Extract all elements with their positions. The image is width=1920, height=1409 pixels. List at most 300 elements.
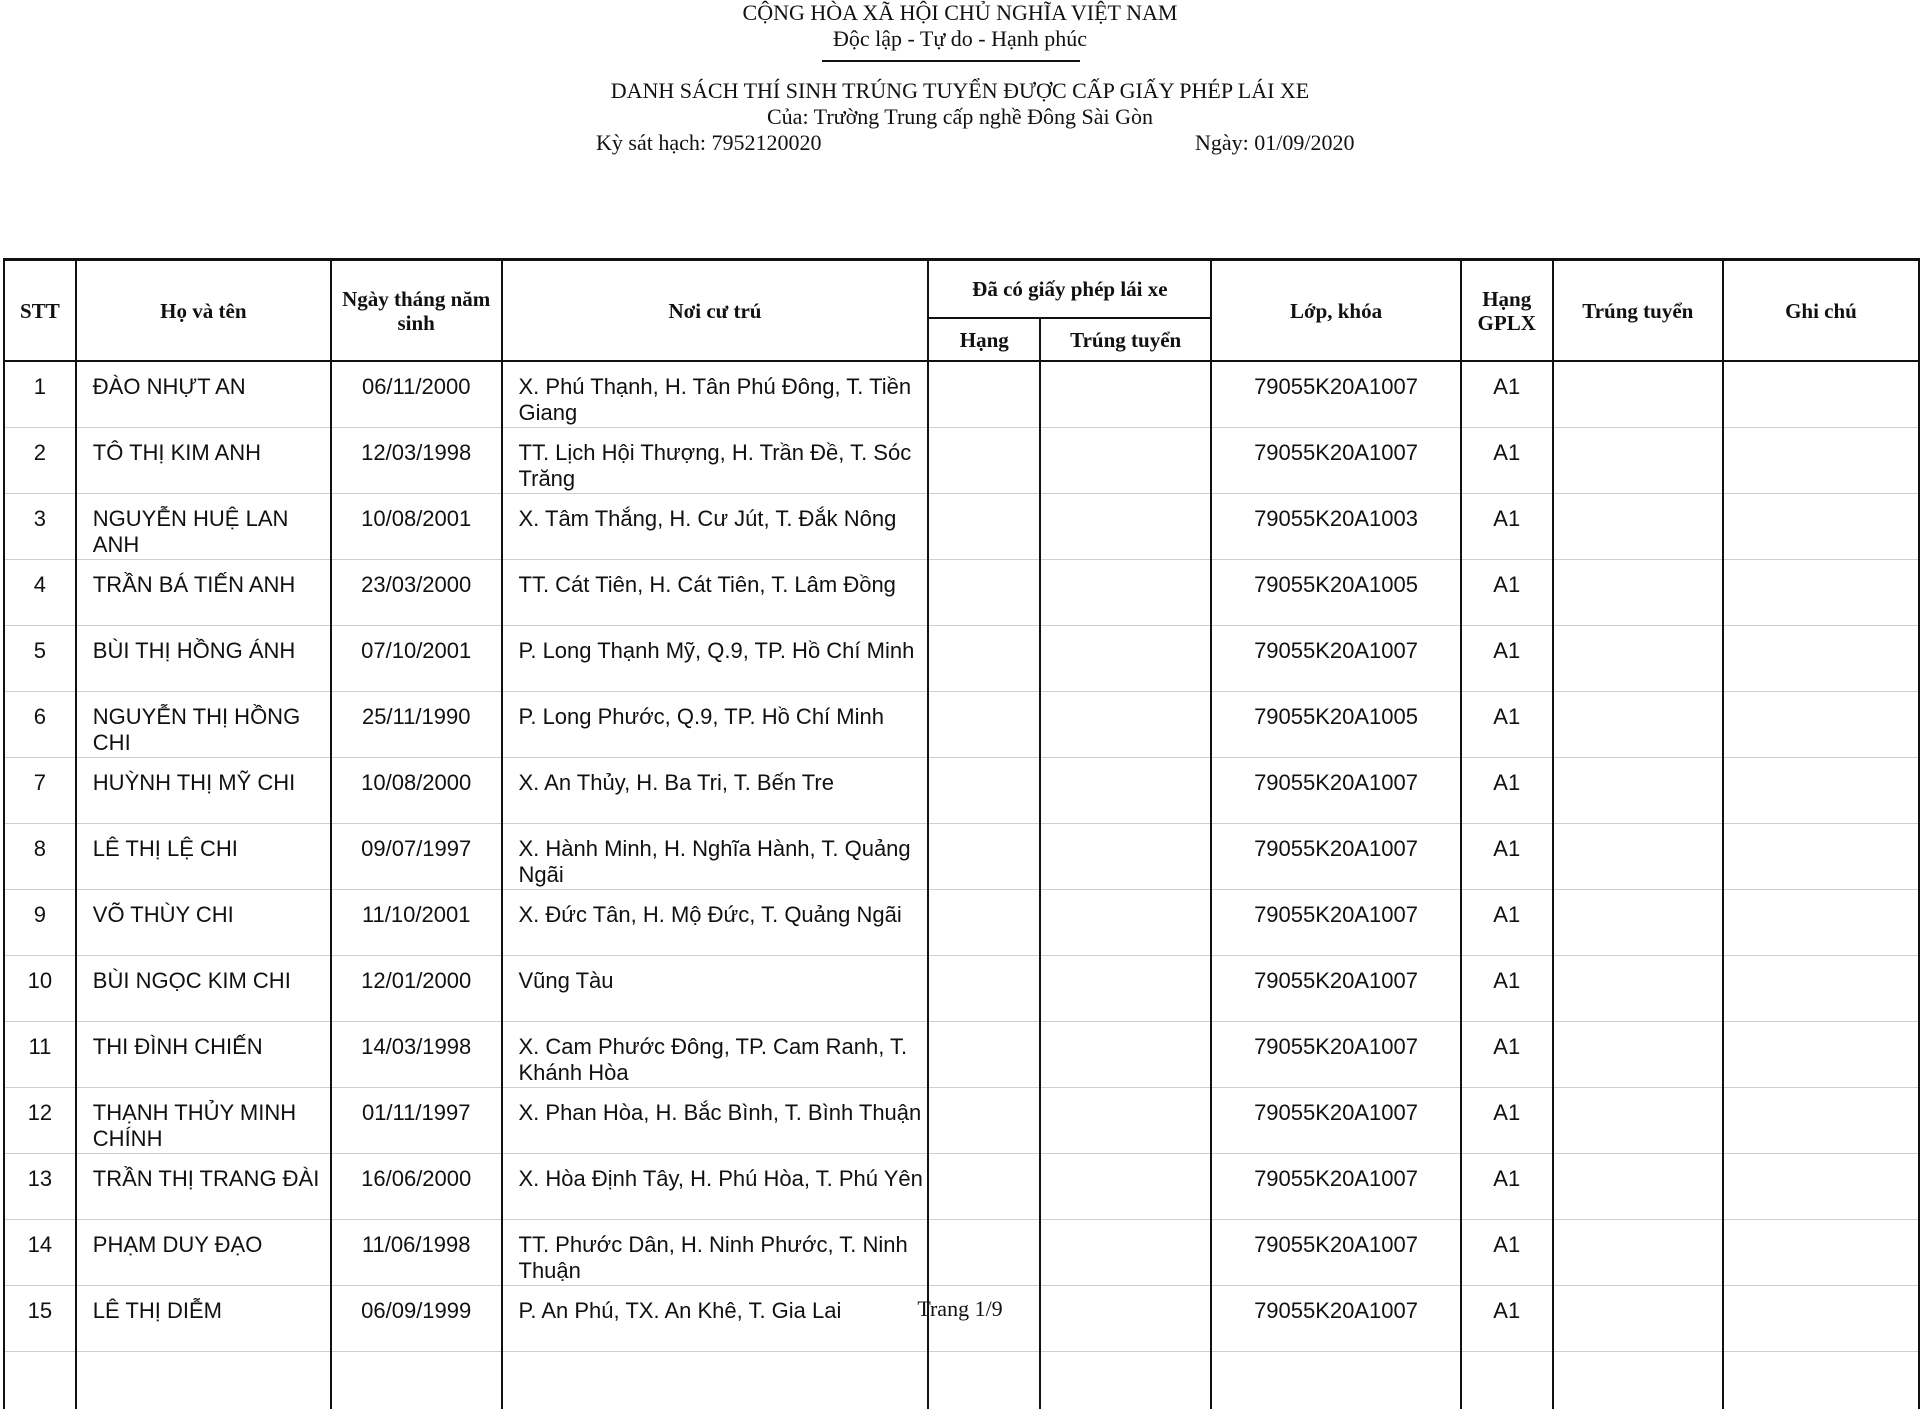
cell-name-text: ĐÀO NHỰT AN xyxy=(77,362,330,400)
cell-existing-class xyxy=(928,1088,1040,1154)
cell-stt-text: 3 xyxy=(5,494,75,532)
cell-license-class xyxy=(1461,824,1553,890)
cell-notes-empty xyxy=(1724,362,1918,374)
cell-existing-class xyxy=(928,692,1040,758)
cell-name xyxy=(76,956,331,1022)
table-row xyxy=(4,626,1919,692)
cell-stt xyxy=(4,1220,76,1286)
cell-license-class-text: A1 xyxy=(1462,428,1552,466)
cell-notes xyxy=(1723,560,1919,626)
table-row xyxy=(4,692,1919,758)
cell-license-class xyxy=(1461,560,1553,626)
cell-existing-passed xyxy=(1040,361,1211,428)
cell-stt-text: 15 xyxy=(5,1286,75,1324)
cell-existing-passed-empty xyxy=(1041,1088,1210,1100)
page-number: Trang 1/9 xyxy=(0,1296,1920,1322)
cell-address xyxy=(502,361,929,428)
cell-license-class-text: A1 xyxy=(1462,1220,1552,1258)
cell-existing-class-empty xyxy=(929,1220,1039,1232)
table-row xyxy=(4,560,1919,626)
cell-existing-passed xyxy=(1040,1088,1211,1154)
cell-stt-text: 7 xyxy=(5,758,75,796)
cell-address xyxy=(502,1154,929,1220)
cell-existing-passed-empty xyxy=(1041,1154,1210,1166)
cell-license-class-text: A1 xyxy=(1462,1022,1552,1060)
organization-line: Của: Trường Trung cấp nghề Đông Sài Gòn xyxy=(0,104,1920,130)
cell-existing-passed xyxy=(1040,890,1211,956)
table-row xyxy=(4,494,1919,560)
national-motto: Độc lập - Tự do - Hạnh phúc xyxy=(0,26,1920,52)
cell-stt-text: 8 xyxy=(5,824,75,862)
cell-class-course-text: 79055K20A1007 xyxy=(1212,626,1459,664)
header-address: Nơi cư trú xyxy=(502,260,929,362)
header-existing-passed: Trúng tuyển xyxy=(1040,318,1211,361)
cell-existing-class-empty xyxy=(929,494,1039,506)
cell-stt xyxy=(4,560,76,626)
cell-passed-empty xyxy=(1554,692,1722,704)
cell-dob xyxy=(331,1220,502,1286)
cell-notes-empty xyxy=(1724,560,1918,572)
cell-existing-class-empty xyxy=(929,956,1039,968)
cell-existing-class xyxy=(928,890,1040,956)
cell-address-text: X. Đức Tân, H. Mộ Đức, T. Quảng Ngãi xyxy=(503,890,928,928)
cell-stt xyxy=(4,692,76,758)
cell-existing-passed-empty xyxy=(1041,1022,1210,1034)
cell-passed xyxy=(1553,758,1723,824)
cell-passed xyxy=(1553,361,1723,428)
cell-stt xyxy=(4,361,76,428)
cell-notes-empty xyxy=(1724,692,1918,704)
cell-license-class-text: A1 xyxy=(1462,692,1552,730)
cell-license-class-text: A1 xyxy=(1462,824,1552,862)
cell-notes xyxy=(1723,1154,1919,1220)
cell-passed-empty xyxy=(1554,560,1722,572)
cell-dob xyxy=(331,890,502,956)
cell-existing-class xyxy=(928,626,1040,692)
cell-passed-empty xyxy=(1554,1154,1722,1166)
cell-address-text: X. Phú Thạnh, H. Tân Phú Đông, T. Tiền Giang xyxy=(503,362,928,426)
cell-name-text: LÊ THỊ LỆ CHI xyxy=(77,824,330,862)
cell-name-text: PHẠM DUY ĐẠO xyxy=(77,1220,330,1258)
cell-existing-passed-empty xyxy=(1041,692,1210,704)
cell-notes-empty xyxy=(1724,1220,1918,1232)
cell-existing-passed-empty xyxy=(1041,428,1210,440)
cell-address xyxy=(502,956,929,1022)
cell-stt-text: 12 xyxy=(5,1088,75,1126)
cell-dob-text: 11/06/1998 xyxy=(332,1220,501,1258)
cell-existing-passed xyxy=(1040,824,1211,890)
cell-name-text: LÊ THỊ DIỄM xyxy=(77,1286,330,1324)
cell-class-course xyxy=(1211,956,1460,1022)
cell-class-course-text: 79055K20A1007 xyxy=(1212,1220,1459,1258)
cell-blank xyxy=(1461,1352,1553,1409)
cell-notes xyxy=(1723,626,1919,692)
cell-name xyxy=(76,1022,331,1088)
cell-passed-empty xyxy=(1554,428,1722,440)
cell-dob-text: 12/03/1998 xyxy=(332,428,501,466)
cell-name xyxy=(76,824,331,890)
cell-dob-text: 11/10/2001 xyxy=(332,890,501,928)
table-row xyxy=(4,361,1919,428)
cell-address-text: Vũng Tàu xyxy=(503,956,928,994)
cell-name-text: TRẦN THỊ TRANG ĐÀI xyxy=(77,1154,330,1192)
cell-passed xyxy=(1553,824,1723,890)
cell-address xyxy=(502,890,929,956)
cell-notes-empty xyxy=(1724,758,1918,770)
cell-name xyxy=(76,1088,331,1154)
table-row xyxy=(4,1220,1919,1286)
cell-address-text: X. Hành Minh, H. Nghĩa Hành, T. Quảng Ngãi xyxy=(503,824,928,888)
header-license-class: Hạng GPLX xyxy=(1461,260,1553,362)
cell-class-course-text: 79055K20A1007 xyxy=(1212,824,1459,862)
cell-existing-class xyxy=(928,361,1040,428)
cell-class-course xyxy=(1211,1154,1460,1220)
cell-address xyxy=(502,428,929,494)
cell-license-class xyxy=(1461,692,1553,758)
cell-address-text: P. Long Thạnh Mỹ, Q.9, TP. Hồ Chí Minh xyxy=(503,626,928,664)
cell-dob xyxy=(331,494,502,560)
cell-existing-passed-empty xyxy=(1041,824,1210,836)
cell-blank xyxy=(1211,1352,1460,1409)
cell-license-class xyxy=(1461,1088,1553,1154)
cell-stt-text: 5 xyxy=(5,626,75,664)
cell-dob-text: 23/03/2000 xyxy=(332,560,501,598)
cell-notes xyxy=(1723,890,1919,956)
cell-address xyxy=(502,1022,929,1088)
table-row xyxy=(4,890,1919,956)
cell-notes xyxy=(1723,361,1919,428)
cell-class-course-text: 79055K20A1007 xyxy=(1212,362,1459,400)
cell-passed xyxy=(1553,428,1723,494)
cell-class-course xyxy=(1211,692,1460,758)
exam-session: Kỳ sát hạch: 7952120020 xyxy=(596,130,821,156)
cell-class-course-text: 79055K20A1007 xyxy=(1212,1088,1459,1126)
cell-existing-class xyxy=(928,1022,1040,1088)
cell-dob xyxy=(331,956,502,1022)
cell-license-class xyxy=(1461,1022,1553,1088)
cell-license-class-text: A1 xyxy=(1462,626,1552,664)
cell-existing-passed-empty xyxy=(1041,758,1210,770)
cell-existing-class xyxy=(928,560,1040,626)
cell-passed xyxy=(1553,890,1723,956)
cell-name-text: BÙI NGỌC KIM CHI xyxy=(77,956,330,994)
cell-license-class-text: A1 xyxy=(1462,494,1552,532)
cell-existing-passed xyxy=(1040,692,1211,758)
cell-stt xyxy=(4,1088,76,1154)
cell-dob xyxy=(331,626,502,692)
cell-passed-empty xyxy=(1554,890,1722,902)
exam-date: Ngày: 01/09/2020 xyxy=(1195,130,1355,156)
cell-class-course-text: 79055K20A1003 xyxy=(1212,494,1459,532)
cell-license-class xyxy=(1461,1154,1553,1220)
cell-dob-text: 14/03/1998 xyxy=(332,1022,501,1060)
header-notes: Ghi chú xyxy=(1723,260,1919,362)
cell-dob xyxy=(331,560,502,626)
cell-existing-passed-empty xyxy=(1041,1220,1210,1232)
cell-notes-empty xyxy=(1724,1088,1918,1100)
header-name: Họ và tên xyxy=(76,260,331,362)
cell-address xyxy=(502,626,929,692)
document-title: DANH SÁCH THÍ SINH TRÚNG TUYỂN ĐƯỢC CẤP GIẤY PHÉP LÁI XE xyxy=(0,78,1920,104)
cell-name-text: NGUYỄN HUỆ LAN ANH xyxy=(77,494,330,558)
cell-class-course-text: 79055K20A1007 xyxy=(1212,1154,1459,1192)
cell-dob-text: 06/11/2000 xyxy=(332,362,501,400)
cell-passed-empty xyxy=(1554,824,1722,836)
cell-name xyxy=(76,560,331,626)
cell-passed-empty xyxy=(1554,1088,1722,1100)
cell-license-class-text: A1 xyxy=(1462,890,1552,928)
cell-dob xyxy=(331,1088,502,1154)
cell-dob-text: 07/10/2001 xyxy=(332,626,501,664)
cell-address xyxy=(502,1088,929,1154)
cell-address-text: TT. Phước Dân, H. Ninh Phước, T. Ninh Thuận xyxy=(503,1220,928,1284)
cell-dob xyxy=(331,824,502,890)
cell-address xyxy=(502,494,929,560)
cell-class-course xyxy=(1211,758,1460,824)
cell-class-course xyxy=(1211,494,1460,560)
cell-address xyxy=(502,1220,929,1286)
table-row xyxy=(4,428,1919,494)
cell-class-course-text: 79055K20A1005 xyxy=(1212,560,1459,598)
cell-stt xyxy=(4,428,76,494)
cell-stt xyxy=(4,956,76,1022)
candidate-table xyxy=(3,258,1920,1409)
motto-underline xyxy=(822,60,1080,62)
cell-class-course xyxy=(1211,1022,1460,1088)
cell-name-text: HUỲNH THỊ MỸ CHI xyxy=(77,758,330,796)
cell-name-text: THẠNH THỦY MINH CHÍNH xyxy=(77,1088,330,1152)
cell-license-class xyxy=(1461,890,1553,956)
cell-name-text: VÕ THÙY CHI xyxy=(77,890,330,928)
cell-passed xyxy=(1553,1154,1723,1220)
cell-class-course xyxy=(1211,361,1460,428)
cell-address-text: X. Hòa Định Tây, H. Phú Hòa, T. Phú Yên xyxy=(503,1154,928,1192)
cell-license-class-text: A1 xyxy=(1462,560,1552,598)
cell-dob xyxy=(331,428,502,494)
cell-class-course xyxy=(1211,560,1460,626)
cell-existing-passed-empty xyxy=(1041,956,1210,968)
cell-address-text: P. An Phú, TX. An Khê, T. Gia Lai xyxy=(503,1286,928,1324)
cell-existing-passed-empty xyxy=(1041,626,1210,638)
cell-blank xyxy=(76,1352,331,1409)
cell-existing-class xyxy=(928,494,1040,560)
cell-existing-passed xyxy=(1040,428,1211,494)
national-title: CỘNG HÒA XÃ HỘI CHỦ NGHĨA VIỆT NAM xyxy=(0,0,1920,26)
table-header xyxy=(4,260,1919,362)
cell-dob-text: 09/07/1997 xyxy=(332,824,501,862)
cell-dob xyxy=(331,692,502,758)
cell-existing-passed xyxy=(1040,626,1211,692)
cell-class-course xyxy=(1211,1088,1460,1154)
cell-dob xyxy=(331,1022,502,1088)
cell-notes xyxy=(1723,956,1919,1022)
cell-passed xyxy=(1553,1022,1723,1088)
cell-existing-class-empty xyxy=(929,1154,1039,1166)
cell-existing-passed xyxy=(1040,1220,1211,1286)
cell-class-course-text: 79055K20A1007 xyxy=(1212,758,1459,796)
cell-blank xyxy=(1040,1352,1211,1409)
cell-name-text: TRẦN BÁ TIẾN ANH xyxy=(77,560,330,598)
cell-license-class-text: A1 xyxy=(1462,956,1552,994)
cell-name xyxy=(76,890,331,956)
cell-license-class xyxy=(1461,626,1553,692)
cell-dob-text: 16/06/2000 xyxy=(332,1154,501,1192)
cell-notes-empty xyxy=(1724,824,1918,836)
cell-passed-empty xyxy=(1554,956,1722,968)
cell-license-class xyxy=(1461,494,1553,560)
cell-license-class xyxy=(1461,428,1553,494)
header-passed: Trúng tuyển xyxy=(1553,260,1723,362)
cell-name xyxy=(76,626,331,692)
cell-passed xyxy=(1553,692,1723,758)
cell-name xyxy=(76,1154,331,1220)
cell-name-text: TÔ THỊ KIM ANH xyxy=(77,428,330,466)
cell-existing-passed xyxy=(1040,956,1211,1022)
cell-notes-empty xyxy=(1724,494,1918,506)
cell-passed xyxy=(1553,1088,1723,1154)
cell-existing-class-empty xyxy=(929,428,1039,440)
cell-existing-class-empty xyxy=(929,560,1039,572)
cell-dob-text: 25/11/1990 xyxy=(332,692,501,730)
cell-address-text: X. An Thủy, H. Ba Tri, T. Bến Tre xyxy=(503,758,928,796)
cell-notes-empty xyxy=(1724,890,1918,902)
cell-stt-text: 9 xyxy=(5,890,75,928)
cell-blank xyxy=(4,1352,76,1409)
cell-class-course xyxy=(1211,824,1460,890)
cell-class-course xyxy=(1211,1220,1460,1286)
cell-dob xyxy=(331,1154,502,1220)
cell-stt xyxy=(4,1022,76,1088)
cell-notes xyxy=(1723,494,1919,560)
table-row-blank xyxy=(4,1352,1919,1409)
cell-address xyxy=(502,758,929,824)
cell-name-text: BÙI THỊ HỒNG ÁNH xyxy=(77,626,330,664)
header-stt: STT xyxy=(4,260,76,362)
cell-stt xyxy=(4,890,76,956)
cell-stt-text: 6 xyxy=(5,692,75,730)
cell-notes xyxy=(1723,824,1919,890)
cell-address-text: X. Phan Hòa, H. Bắc Bình, T. Bình Thuận xyxy=(503,1088,928,1126)
cell-license-class xyxy=(1461,1220,1553,1286)
cell-stt-text: 11 xyxy=(5,1022,75,1060)
table-row xyxy=(4,824,1919,890)
cell-address-text: X. Tâm Thắng, H. Cư Jút, T. Đắk Nông xyxy=(503,494,928,532)
cell-existing-class-empty xyxy=(929,692,1039,704)
cell-license-class-text: A1 xyxy=(1462,758,1552,796)
cell-class-course-text: 79055K20A1007 xyxy=(1212,956,1459,994)
cell-existing-passed-empty xyxy=(1041,890,1210,902)
cell-blank xyxy=(1723,1352,1919,1409)
cell-class-course-text: 79055K20A1005 xyxy=(1212,692,1459,730)
cell-stt-text: 13 xyxy=(5,1154,75,1192)
cell-name xyxy=(76,758,331,824)
cell-stt xyxy=(4,494,76,560)
cell-passed xyxy=(1553,560,1723,626)
cell-class-course-text: 79055K20A1007 xyxy=(1212,890,1459,928)
cell-address-text: P. Long Phước, Q.9, TP. Hồ Chí Minh xyxy=(503,692,928,730)
cell-existing-class-empty xyxy=(929,890,1039,902)
cell-class-course-text: 79055K20A1007 xyxy=(1212,428,1459,466)
cell-dob-text: 10/08/2001 xyxy=(332,494,501,532)
header-existing-license: Đã có giấy phép lái xe xyxy=(928,260,1211,319)
cell-license-class xyxy=(1461,956,1553,1022)
cell-name xyxy=(76,494,331,560)
cell-notes-empty xyxy=(1724,428,1918,440)
cell-existing-passed xyxy=(1040,758,1211,824)
cell-existing-passed-empty xyxy=(1041,494,1210,506)
cell-dob xyxy=(331,361,502,428)
cell-dob-text: 12/01/2000 xyxy=(332,956,501,994)
cell-passed xyxy=(1553,626,1723,692)
table-row xyxy=(4,956,1919,1022)
cell-license-class xyxy=(1461,361,1553,428)
cell-existing-passed xyxy=(1040,494,1211,560)
cell-address xyxy=(502,692,929,758)
cell-notes xyxy=(1723,758,1919,824)
cell-passed xyxy=(1553,956,1723,1022)
cell-notes xyxy=(1723,1220,1919,1286)
cell-existing-passed xyxy=(1040,1022,1211,1088)
cell-existing-passed-empty xyxy=(1041,560,1210,572)
cell-blank xyxy=(502,1352,929,1409)
cell-address-text: TT. Lịch Hội Thượng, H. Trần Đề, T. Sóc Trăng xyxy=(503,428,928,492)
cell-passed xyxy=(1553,494,1723,560)
cell-name xyxy=(76,428,331,494)
cell-stt xyxy=(4,626,76,692)
cell-passed-empty xyxy=(1554,758,1722,770)
header-class-course: Lớp, khóa xyxy=(1211,260,1460,362)
header-dob: Ngày tháng năm sinh xyxy=(331,260,502,362)
cell-class-course-text: 79055K20A1007 xyxy=(1212,1022,1459,1060)
cell-existing-class-empty xyxy=(929,626,1039,638)
cell-class-course-text: 79055K20A1007 xyxy=(1212,1286,1459,1324)
cell-license-class-text: A1 xyxy=(1462,362,1552,400)
cell-existing-class-empty xyxy=(929,758,1039,770)
table-body xyxy=(4,361,1919,1409)
cell-stt-text: 14 xyxy=(5,1220,75,1258)
cell-notes-empty xyxy=(1724,626,1918,638)
cell-address xyxy=(502,560,929,626)
cell-class-course xyxy=(1211,890,1460,956)
cell-existing-class xyxy=(928,428,1040,494)
cell-passed xyxy=(1553,1220,1723,1286)
cell-stt-text: 4 xyxy=(5,560,75,598)
cell-passed-empty xyxy=(1554,1022,1722,1034)
cell-passed-empty xyxy=(1554,1220,1722,1232)
cell-address-text: X. Cam Phước Đông, TP. Cam Ranh, T. Khánh Hòa xyxy=(503,1022,928,1086)
cell-notes xyxy=(1723,692,1919,758)
cell-stt-text: 1 xyxy=(5,362,75,400)
cell-existing-class-empty xyxy=(929,362,1039,374)
table-row xyxy=(4,758,1919,824)
cell-passed-empty xyxy=(1554,362,1722,374)
cell-dob-text: 01/11/1997 xyxy=(332,1088,501,1126)
cell-stt-text: 10 xyxy=(5,956,75,994)
cell-passed-empty xyxy=(1554,494,1722,506)
cell-class-course xyxy=(1211,428,1460,494)
cell-class-course xyxy=(1211,626,1460,692)
cell-existing-class-empty xyxy=(929,1022,1039,1034)
cell-license-class-text: A1 xyxy=(1462,1286,1552,1324)
cell-name-text: NGUYỄN THỊ HỒNG CHI xyxy=(77,692,330,756)
cell-address xyxy=(502,824,929,890)
cell-name xyxy=(76,692,331,758)
header-existing-class: Hạng xyxy=(928,318,1040,361)
cell-address-text: TT. Cát Tiên, H. Cát Tiên, T. Lâm Đồng xyxy=(503,560,928,598)
cell-name xyxy=(76,1220,331,1286)
cell-existing-passed xyxy=(1040,1154,1211,1220)
cell-name-text: THI ĐÌNH CHIẾN xyxy=(77,1022,330,1060)
